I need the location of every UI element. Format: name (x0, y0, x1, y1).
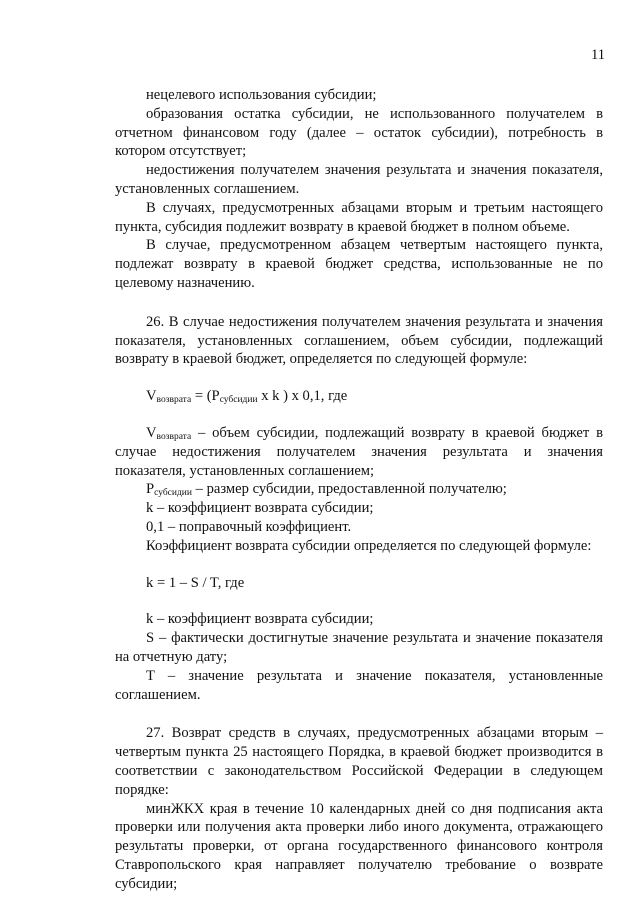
definition2-t: T – значение результата и значение показателя, установленные соглашением. (115, 667, 603, 703)
paragraph-27: 27. Возврат средств в случаях, предусмотренных абзацами вторым – четвертым пункта 25 настоящего Порядка, в краевой бюджет производится в соответствии с законодательством Российской Федерации в следующем порядке: (115, 725, 603, 798)
formula-k: k = 1 – S / T, где (146, 574, 245, 591)
formula-return-volume: $V_{возврата} = (P_{субсидии}$ x k ) x 0,1, где (146, 388, 348, 406)
paragraph-full-return: В случаях, предусмотренных абзацами вторым и третьим настоящего пункта, субсидия подлежит возврату в краевой бюджет в полном объеме. (115, 199, 603, 235)
paragraph-minzhkh: минЖКХ края в течение 10 календарных дней со дня подписания акта проверки или получения акта проверки либо иного документа, отражающего результаты проверки, от органа государственного финансового контроля Ставропольского края направляет получателю требование о возврате субсидии; (115, 800, 603, 892)
document-body (115, 86, 603, 893)
paragraph-misused-return: В случае, предусмотренном абзацем четвертым настоящего пункта, подлежат возврату в краевой бюджет средства, использованные не по целевому назначению. (115, 237, 603, 291)
definition-p: $P_{субсидии}$ – размер субсидии, предоставленной получателю; (146, 481, 507, 499)
definition-correction: 0,1 – поправочный коэффициент. (146, 518, 352, 535)
definition2-k: k – коэффициент возврата субсидии; (146, 611, 374, 628)
page-number: 11 (591, 47, 606, 63)
definition-k: k – коэффициент возврата субсидии; (146, 500, 374, 517)
paragraph-non-achievement: недостижения получателем значения результата и значения показателя, установленных соглашением. (115, 162, 603, 197)
paragraph-misuse: нецелевого использования субсидии; (146, 87, 377, 103)
definition2-s: S – фактически достигнутые значение результата и значение показателя на отчетную дату; (115, 630, 603, 665)
paragraph-26: 26. В случае недостижения получателем значения результата и значения показателя, установленных соглашением, объем субсидии, подлежащий возврату в краевой бюджет, определяется по следующей формуле: (115, 313, 603, 368)
paragraph-remainder: образования остатка субсидии, не использованного получателем в отчетном финансовом году (далее – остаток субсидии), потребность в котором отсутствует; (115, 105, 603, 160)
paragraph-k-formula-intro: Коэффициент возврата субсидии определяется по следующей формуле: (146, 537, 592, 554)
definition-v: $V_{возврата}$ – объем субсидии, подлежащий возврату в краевой бюджет в случае недостижения получателем значения результата и значения показателя, установленных соглашением; (115, 424, 603, 479)
